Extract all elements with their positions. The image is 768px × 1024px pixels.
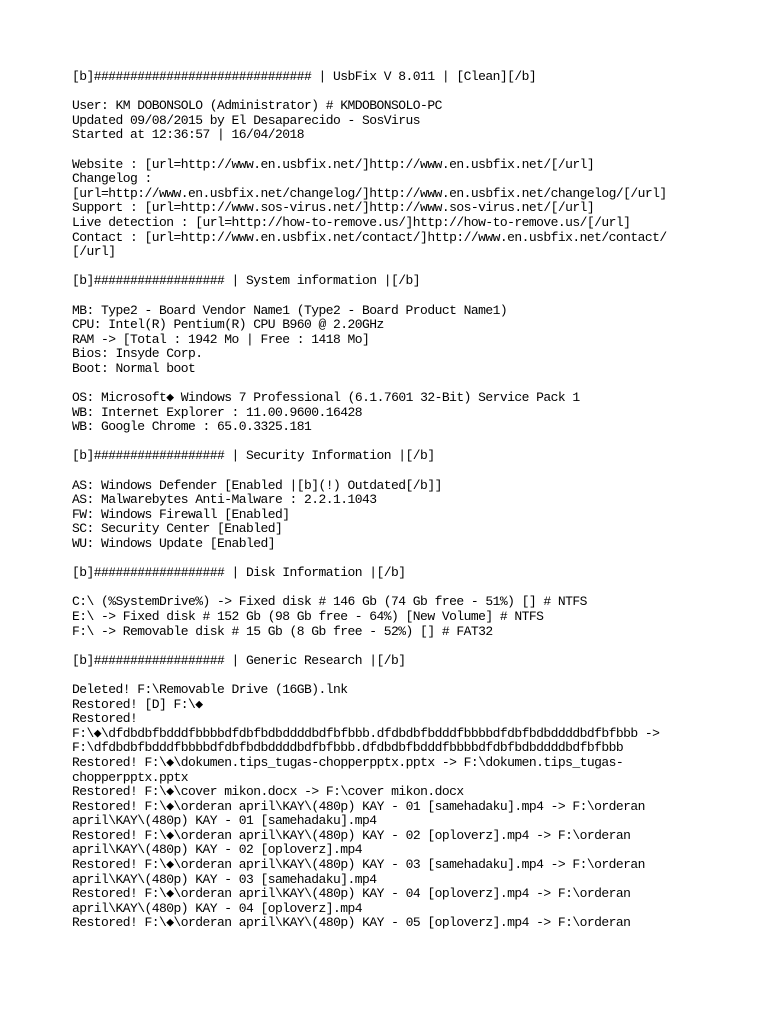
report-line: MB: Type2 - Board Vendor Name1 (Type2 - Board Product Name1) <box>72 302 508 318</box>
report-line: WU: Windows Update [Enabled] <box>72 536 276 551</box>
blank-line <box>72 464 702 479</box>
report-line: [/url] <box>72 244 116 260</box>
report-line: [url=http://www.en.usbfix.net/changelog/]http://www.en.usbfix.net/changelog/[/url] <box>72 185 667 201</box>
report-line: Restored! F:\◆\dokumen.tips_tugas-chopperpptx.pptx -> F:\dokumen.tips_tugas- <box>72 754 624 770</box>
report-line: WB: Internet Explorer : 11.00.9600.16428 <box>72 404 363 420</box>
report-line: WB: Google Chrome : 65.0.3325.181 <box>72 419 312 435</box>
report-line: Website : [url=http://www.en.usbfix.net/]http://www.en.usbfix.net/[/url] <box>72 156 595 172</box>
report-line: User: KM DOBONSOLO (Administrator) # KMDOBONSOLO-PC <box>72 98 442 114</box>
report-line: E:\ -> Fixed disk # 152 Gb (98 Gb free - 64%) [New Volume] # NTFS <box>72 608 544 624</box>
blank-line <box>72 435 702 450</box>
report-line: april\KAY\(480p) KAY - 03 [samehadaku].mp4 <box>72 871 377 887</box>
report-line: Contact : [url=http://www.en.usbfix.net/contact/]http://www.en.usbfix.net/contact/ <box>72 229 667 245</box>
report-line: Restored! F:\◆\orderan april\KAY\(480p) KAY - 01 [samehadaku].mp4 -> F:\orderan <box>72 798 645 814</box>
report-line: CPU: Intel(R) Pentium(R) CPU B960 @ 2.20GHz <box>72 317 384 333</box>
report-line: Restored! F:\◆\orderan april\KAY\(480p) KAY - 03 [samehadaku].mp4 -> F:\orderan <box>72 857 645 873</box>
report-line: SC: Security Center [Enabled] <box>72 521 283 537</box>
report-line: april\KAY\(480p) KAY - 01 [samehadaku].mp4 <box>72 813 377 829</box>
report-line: [b]############################## | UsbFix V 8.011 | [Clean][/b] <box>72 69 537 84</box>
report-line: [b]################## | System information |[/b] <box>72 273 421 289</box>
blank-line <box>72 85 702 100</box>
blank-line <box>72 260 702 275</box>
report-line: Boot: Normal boot <box>72 360 196 376</box>
report-line: [b]################## | Security Information |[/b] <box>72 448 435 464</box>
report-line: Changelog : <box>72 171 152 187</box>
report-line: Deleted! F:\Removable Drive (16GB).lnk <box>72 681 348 697</box>
report-line: [b]################## | Generic Research |[/b] <box>72 652 406 668</box>
report-line: april\KAY\(480p) KAY - 04 [oploverz].mp4 <box>72 900 363 916</box>
report-line: Restored! F:\◆\orderan april\KAY\(480p) KAY - 05 [oploverz].mp4 -> F:\orderan <box>72 915 631 931</box>
report-line: Restored! <box>72 711 138 727</box>
blank-line <box>72 639 702 654</box>
usbfix-report-log <box>72 70 702 931</box>
report-line: [b]################## | Disk Information |[/b] <box>72 565 406 581</box>
report-line: april\KAY\(480p) KAY - 02 [oploverz].mp4 <box>72 842 363 858</box>
report-line: Support : [url=http://www.sos-virus.net/]http://www.sos-virus.net/[/url] <box>72 200 595 216</box>
report-line: F:\◆\dfdbdbfbdddfbbbbdfdbfbdbddddbdfbfbbb.dfdbdbfbdddfbbbbdfdbfbdbddddbdfbfbbb -> <box>72 725 660 741</box>
report-line: Restored! [D] F:\◆ <box>72 696 203 712</box>
blank-line <box>72 668 702 683</box>
blank-line <box>72 552 702 567</box>
report-line: Updated 09/08/2015 by El Desaparecido - SosVirus <box>72 112 421 128</box>
report-line: AS: Malwarebytes Anti-Malware : 2.2.1.1043 <box>72 492 377 508</box>
report-line: Restored! F:\◆\cover mikon.docx -> F:\cover mikon.docx <box>72 784 464 800</box>
report-line: Started at 12:36:57 | 16/04/2018 <box>72 127 305 143</box>
report-line: Bios: Insyde Corp. <box>72 346 203 362</box>
report-line: F:\ -> Removable disk # 15 Gb (8 Gb free - 52%) [] # FAT32 <box>72 623 493 639</box>
blank-line <box>72 581 702 596</box>
report-line: AS: Windows Defender [Enabled |[b](!) Outdated[/b]] <box>72 477 442 493</box>
blank-line <box>72 289 702 304</box>
report-line: Restored! F:\◆\orderan april\KAY\(480p) KAY - 04 [oploverz].mp4 -> F:\orderan <box>72 886 631 902</box>
report-line: chopperpptx.pptx <box>72 769 189 785</box>
report-line: C:\ (%SystemDrive%) -> Fixed disk # 146 Gb (74 Gb free - 51%) [] # NTFS <box>72 594 587 610</box>
report-line: F:\dfdbdbfbdddfbbbbdfdbfbdbddddbdfbfbbb.dfdbdbfbdddfbbbbdfdbfbdbddddbdfbfbbb <box>72 740 624 756</box>
report-line: Live detection : [url=http://how-to-remove.us/]http://how-to-remove.us/[/url] <box>72 214 631 230</box>
blank-line <box>72 376 702 391</box>
report-line: Restored! F:\◆\orderan april\KAY\(480p) KAY - 02 [oploverz].mp4 -> F:\orderan <box>72 827 631 843</box>
report-line: OS: Microsoft◆ Windows 7 Professional (6.1.7601 32-Bit) Service Pack 1 <box>72 390 580 406</box>
blank-line <box>72 143 702 158</box>
report-line: FW: Windows Firewall [Enabled] <box>72 506 290 522</box>
report-line: RAM -> [Total : 1942 Mo | Free : 1418 Mo] <box>72 331 370 347</box>
